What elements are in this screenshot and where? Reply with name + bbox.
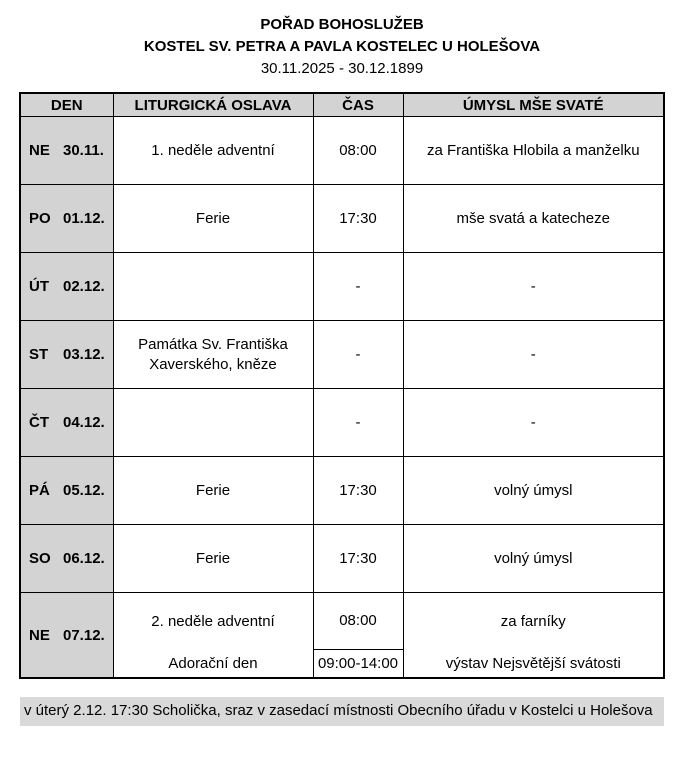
- intention-line: za farníky: [500, 612, 566, 630]
- time-cell: -: [313, 321, 403, 389]
- time-cell: 17:30: [313, 457, 403, 525]
- day-cell: [20, 185, 113, 253]
- schedule-table: [19, 92, 665, 679]
- time-cell: [313, 593, 403, 679]
- table-row: [20, 117, 664, 185]
- day-cell: [20, 525, 113, 593]
- time-cell: 17:30: [313, 525, 403, 593]
- intention-cell: volný úmysl: [403, 525, 664, 593]
- time-cell: -: [313, 253, 403, 321]
- day-date: 03.12.: [63, 346, 105, 363]
- day-cell: [20, 321, 113, 389]
- intention-line: výstav Nejsvětější svátosti: [445, 654, 621, 672]
- day-abbr: ST: [29, 346, 49, 363]
- day-date: 01.12.: [63, 210, 105, 227]
- day-abbr: NE: [29, 626, 50, 644]
- celebration-cell: Ferie: [113, 185, 313, 253]
- day-cell: [20, 457, 113, 525]
- celebration-line: Adorační den: [168, 654, 258, 672]
- table-row: [20, 525, 664, 593]
- intention-cell: volný úmysl: [403, 457, 664, 525]
- day-date: 04.12.: [63, 414, 105, 431]
- day-abbr: ČT: [29, 414, 49, 431]
- column-header-cas: ČAS: [313, 93, 403, 117]
- celebration-cell: [113, 253, 313, 321]
- page-title: POŘAD BOHOSLUŽEB: [260, 16, 424, 33]
- time-cell: 08:00: [313, 117, 403, 185]
- celebration-cell: Ferie: [113, 525, 313, 593]
- intention-cell: [403, 593, 664, 679]
- celebration-stack: [114, 593, 313, 677]
- table-row: [20, 593, 664, 679]
- celebration-cell: [113, 593, 313, 679]
- day-date: 02.12.: [63, 278, 105, 295]
- day-abbr: PO: [29, 210, 51, 227]
- header-row: [20, 93, 664, 117]
- table-row: [20, 389, 664, 457]
- table-row: [20, 185, 664, 253]
- column-header-den: DEN: [20, 93, 113, 117]
- time-cell: 17:30: [313, 185, 403, 253]
- day-abbr: SO: [29, 550, 51, 567]
- celebration-line: 2. neděle adventní: [151, 612, 275, 630]
- day-date: 05.12.: [63, 482, 105, 499]
- time-line: 09:00-14:00: [314, 649, 403, 677]
- intention-stack: [404, 593, 664, 677]
- day-date: 06.12.: [63, 550, 105, 567]
- table-row: [20, 457, 664, 525]
- celebration-cell: [113, 389, 313, 457]
- column-header-umysl: ÚMYSL MŠE SVATÉ: [403, 93, 664, 117]
- day-abbr: ÚT: [29, 278, 49, 295]
- celebration-cell: [113, 321, 313, 389]
- day-date: 07.12.: [63, 626, 105, 644]
- intention-cell: mše svatá a katecheze: [403, 185, 664, 253]
- celebration-cell: Ferie: [113, 457, 313, 525]
- day-cell: [20, 389, 113, 457]
- date-range: 30.11.2025 - 30.12.1899: [260, 60, 424, 77]
- day-abbr: NE: [29, 142, 50, 159]
- day-cell: [20, 117, 113, 185]
- time-line: 08:00: [339, 612, 377, 629]
- intention-cell: -: [403, 389, 664, 457]
- celebration-cell: 1. neděle adventní: [113, 117, 313, 185]
- column-header-liturgicka-oslava: LITURGICKÁ OSLAVA: [113, 93, 313, 117]
- intention-cell: -: [403, 321, 664, 389]
- celebration-line: Xaverského, kněze: [149, 355, 277, 373]
- day-cell: [20, 593, 113, 679]
- church-title: KOSTEL SV. PETRA A PAVLA KOSTELEC U HOLEŠOVA: [143, 38, 541, 55]
- day-abbr: PÁ: [29, 482, 50, 499]
- table-row: [20, 253, 664, 321]
- day-date: 30.11.: [63, 142, 104, 159]
- time-stack: [314, 593, 403, 677]
- time-cell: -: [313, 389, 403, 457]
- page-header: [0, 14, 684, 80]
- intention-cell: za Františka Hlobila a manželku: [403, 117, 664, 185]
- footer-note: v úterý 2.12. 17:30 Scholička, sraz v zasedací místnosti Obecního úřadu v Kostelci u Holešova: [20, 697, 664, 726]
- day-cell: [20, 253, 113, 321]
- celebration-line: Památka Sv. Františka: [138, 335, 288, 353]
- intention-cell: -: [403, 253, 664, 321]
- table-row: [20, 321, 664, 389]
